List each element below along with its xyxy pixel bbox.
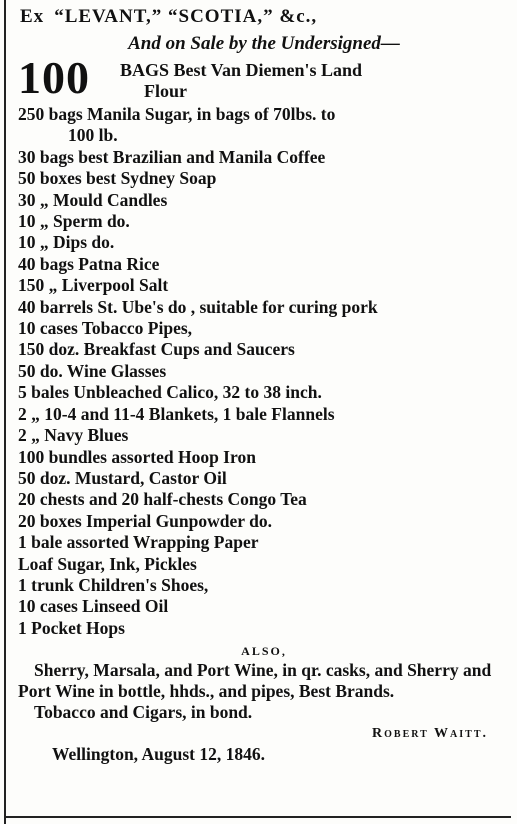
bottom-rule [4,816,511,818]
list-item-continuation: 100 lb. [68,125,118,146]
advertisement [18,4,510,765]
list-item: 1 Pocket Hops [18,617,125,638]
headline-ships: “LEVANT,” “SCOTIA,” &c., [54,6,318,27]
list-item: 250 bags Manila Sugar, in bags of 70lbs. to [18,104,336,124]
list-item: 5 bales Unbleached Calico, 32 to 38 inch. [18,382,322,403]
list-item: 2 „ Navy Blues [18,425,129,446]
headline [20,4,510,30]
list-item: 50 do. Wine Glasses [18,360,167,381]
list-item: 100 bundles assorted Hoop Iron [18,446,256,467]
list-item: 30 „ Mould Candles [18,189,168,210]
left-column-rule [4,0,6,824]
list-item: 10 cases Linseed Oil [18,596,169,617]
signature: Robert Waitt. [372,726,488,742]
list-item: 20 chests and 20 half-chests Congo Tea [18,489,307,510]
list-item: 1 bale assorted Wrapping Paper [18,532,259,553]
list-item: 50 doz. Mustard, Castor Oil [18,467,227,488]
lead-item-line-1: BAGS Best Van Diemen's Land [120,60,363,80]
lead-item-number: 100 [18,52,90,103]
list-item: 10 „ Dips do. [18,232,115,253]
list-item: 10 „ Sperm do. [18,211,130,232]
list-item: 40 barrels St. Ube's do , suitable for curing pork [18,296,378,317]
subheading: And on Sale by the Undersigned— [128,33,400,54]
lead-item [18,52,510,104]
list-item: 150 „ Liverpool Salt [18,275,169,296]
item-list [18,104,510,639]
list-item: 50 boxes best Sydney Soap [18,168,217,189]
list-item: 1 trunk Children's Shoes, [18,574,209,595]
list-item: 30 bags best Brazilian and Manila Coffee [18,146,326,167]
list-item: 40 bags Patna Rice [18,253,160,274]
list-item: 20 boxes Imperial Gunpowder do. [18,510,272,531]
wine-paragraph: Sherry, Marsala, and Port Wine, in qr. casks, and Sherry and Port Wine in bottle, hhds., and pipes, Best Brands. [18,660,492,702]
list-item: 2 „ 10-4 and 11-4 Blankets, 1 bale Flannels [18,403,335,424]
tobacco-line: Tobacco and Cigars, in bond. [34,702,253,723]
list-item: 150 doz. Breakfast Cups and Saucers [18,339,295,360]
dateline: Wellington, August 12, 1846. [52,744,265,765]
list-item: 10 cases Tobacco Pipes, [18,318,193,339]
lead-item-line-2: Flour [144,81,187,101]
also-heading: ALSO, [241,644,287,659]
list-item: Loaf Sugar, Ink, Pickles [18,553,197,574]
headline-ex: Ex [20,6,45,27]
